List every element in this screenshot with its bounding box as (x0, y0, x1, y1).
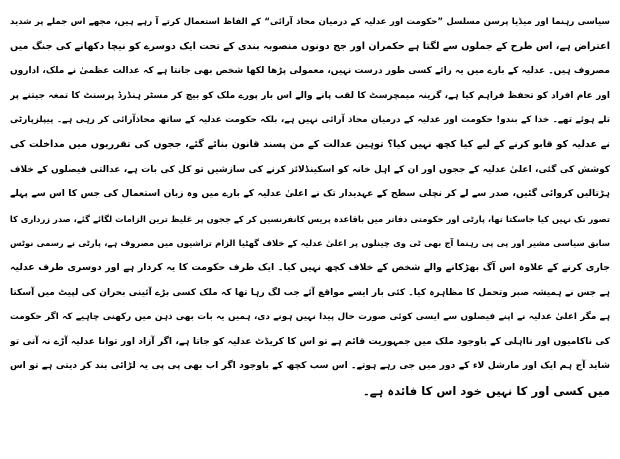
article-line: تصور تک نہیں کیا جاسکتا تھا، پارٹی اور حکومتی دفاتر میں باقاعدہ پریس کانفرنسیں کر کے ججوں پر غلیظ ترین الزامات لگائے گئے، صدر زرداری کا (10, 213, 610, 224)
article-line: میں کسی اور کا نہیں خود اس کا فائدہ ہے۔ (362, 383, 610, 398)
article-line: ہے جس نے ہمیشہ صبر وتحمل کا مظاہرہ کیا۔ کئی بار ایسے مواقع آئے جب لگ رہا تھا کہ ملک کسی بڑے آئینی بحران کی لپیٹ میں آسکتا (10, 287, 610, 298)
article-line: سابق سیاسی مشیر اور پی پی رہنما آج بھی ٹی وی چینلوں پر اعلیٰ عدلیہ کے خلاف گھٹیا الزام تراشیوں میں مصروف ہے، پارٹی نے رسمی نوٹس (10, 238, 610, 249)
article-body (10, 10, 610, 404)
article-line: ہڑتالیں کروائی گئیں، صدر سے لے کر نچلی سطح کے عہدیدار تک نے اعلیٰ عدلیہ کے بارے میں وہ زبان استعمال کی جس کا اس سے پہلے (10, 188, 610, 200)
article-line: مصروف ہیں۔ عدلیہ کے بارے میں یہ رائے کسی طور درست نہیں، معمولی پڑھا لکھا شخص بھی جانتا ہے کہ عدالت عظمیٰ نے ملک، اداروں (10, 66, 610, 77)
article-line: اعتراض ہے، اس طرح کے جملوں سے لگتا ہے حکمران اور جج دونوں منصوبہ بندی کے تحت ایک دوسرے کو نیچا دکھانے کی جنگ میں (10, 40, 610, 52)
article-line: ہے مگر اعلیٰ عدلیہ نے اپنے فیصلوں سے ایسی کوئی صورت حال پیدا نہیں ہونے دی، ہمیں یہ بات بھی ذہن میں رکھنی چاہیے کہ اگر حکومت (10, 312, 610, 323)
article-line: کی ناکامیوں اور نااہلی کے باوجود ملک میں جمہوریت قائم ہے تو اس کا کریڈٹ عدلیہ کو جاتا ہے، اگر آزاد اور توانا عدلیہ آڑے نہ آتی تو (10, 335, 610, 347)
article-line: اور عام افراد کو تحفظ فراہم کیا ہے، گرینہ میمچرسٹ کا لقب پانے والے اس بار پورے ملک کو بیچ کر مسٹر ہنڈرڈ پرسنٹ کا تمغہ جیتنے پر (10, 90, 610, 101)
article-line: سیاسی رہنما اور میڈیا پرسن مسلسل ”حکومت اور عدلیہ کے درمیان محاذ آرائی“ کے الفاظ استعمال کرتے آ رہے ہیں، مجھے اس جملے پر شدید (10, 17, 610, 27)
article-line: جاری کرنے کے علاوہ اس آگ بھڑکانے والے شخص کے خلاف کچھ نہیں کیا۔ ایک طرف حکومت کا یہ کردار ہے اور دوسری طرف عدلیہ (10, 261, 610, 273)
article-line: کوشش کی گئی، اعلیٰ عدلیہ کے ججوں اور ان کے اہل خانہ کو اسکینڈلائز کرنے کی سازشیں تو کل کی بات ہے، عدالتی فیصلوں کے خلاف (10, 164, 610, 175)
article-line: تلے ہوئے تھے۔ خدا کے بندو! حکومت اور عدلیہ کے درمیان محاذ آرائی نہیں ہے، بلکہ حکومت عدلیہ کے ساتھ محاذآرائی کر رہی ہے۔ پیپلزپارٹی (10, 115, 610, 126)
article-line: شاید آج ہم ایک اور مارشل لاء کے دور میں جی رہے ہوتے۔ اس سب کچھ کے باوجود اگر اب بھی پی پی یہ لڑائی بند کر دیتی ہے تو اس (10, 360, 610, 372)
article-line: نے عدلیہ کو قابو کرنے کے لیے کیا کچھ نہیں کیا؟ توہین عدالت کے من پسند قانون بنائے گئے، ججوں کی تقرریوں میں مداخلت کی (10, 138, 610, 150)
